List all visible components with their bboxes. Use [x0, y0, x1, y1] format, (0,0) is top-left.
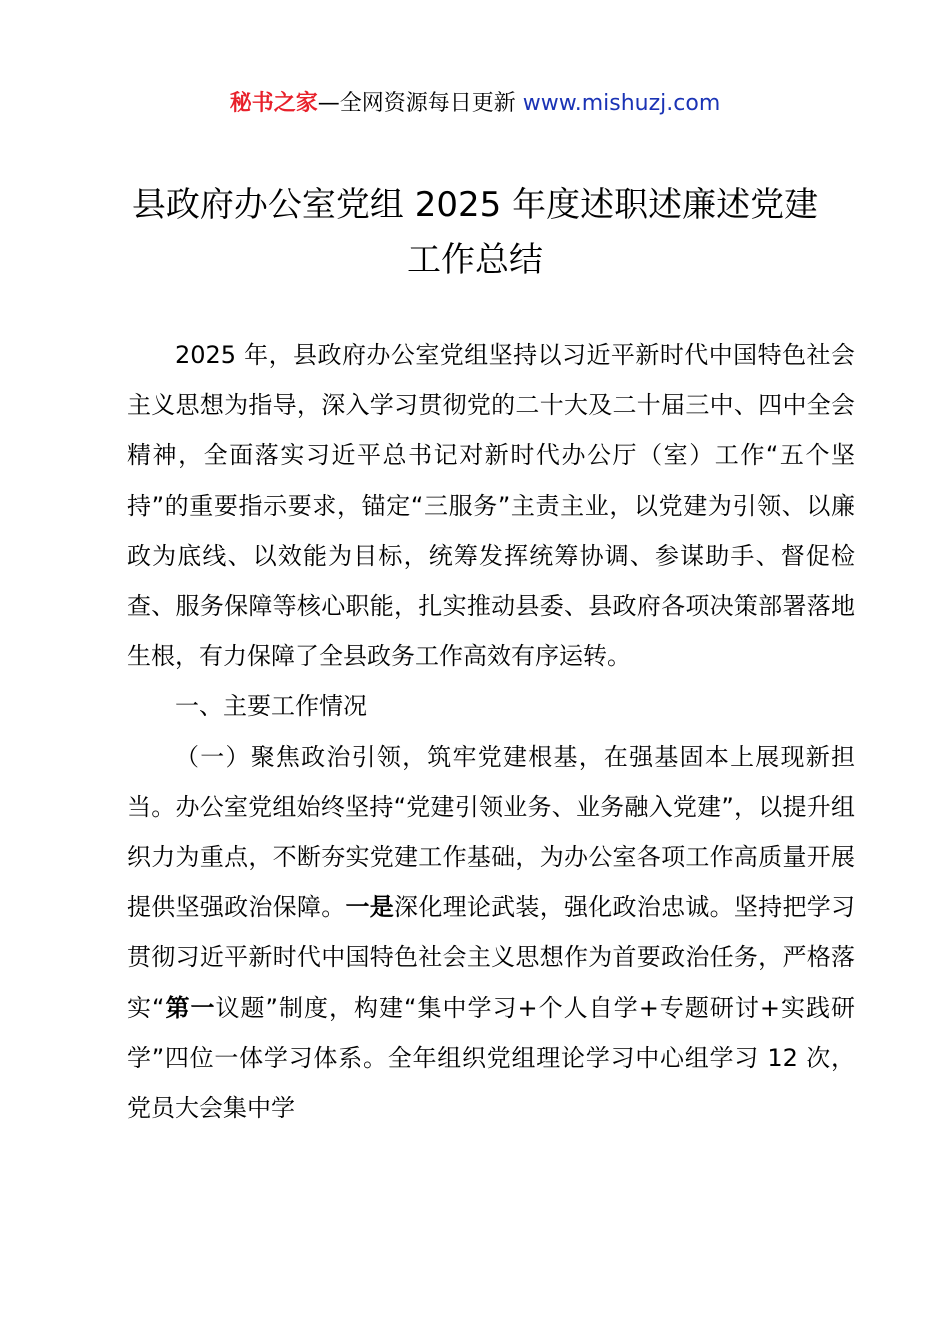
subsection-text-part-3: 议题”制度，构建“集中学习+个人自学+专题研讨+实践研学”四位一体学习体系。全年组织党组理论学习中心组学习 12 次，党员大会集中学 — [127, 993, 856, 1123]
document-body — [127, 330, 855, 1133]
site-header — [0, 86, 950, 122]
subsection-paragraph-1 — [127, 732, 855, 1134]
emphasis-first-topic: 第一 — [164, 993, 216, 1022]
emphasis-first-point: 一是 — [345, 893, 395, 922]
document-title-line-2: 工作总结 — [407, 240, 543, 280]
site-slogan: —全网资源每日更新 — [317, 91, 523, 116]
document-title-line-1: 县政府办公室党组 2025 年度述职述廉述党建 — [131, 185, 819, 225]
brand-name: 秘书之家 — [229, 91, 318, 116]
intro-paragraph: 2025 年，县政府办公室党组坚持以习近平新时代中国特色社会主义思想为指导，深入学习贯彻党的二十大及二十届三中、四中全会精神，全面落实习近平总书记对新时代办公厅（室）工作“五个坚持”的重要指示要求，锚定“三服务”主责主业，以党建为引领、以廉政为底线、以效能为目标，统筹发挥统筹协调、参谋助手、督促检查、服务保障等核心职能，扎实推动县委、县政府各项决策部署落地生根，有力保障了全县政务工作高效有序运转。 — [127, 341, 855, 671]
site-url-link[interactable]: www.mishuzj.com — [522, 91, 721, 116]
section-heading-main-work: 一、主要工作情况 — [175, 692, 367, 721]
subsection-text-part-1: （一）聚焦政治引领，筑牢党建根基，在强基固本上展现新担当。办公室党组始终坚持“党建引领业务、业务融入党建”，以提升组织力为重点，不断夯实党建工作基础，为办公室各项工作高质量开展提供坚强政治保障。 — [127, 742, 855, 922]
subsection-text-part-2: 深化理论武装，强化政治忠诚。坚持把学习贯彻习近平新时代中国特色社会主义思想作为首要政治任务，严格落实“ — [127, 893, 856, 1022]
document-title — [100, 178, 850, 288]
